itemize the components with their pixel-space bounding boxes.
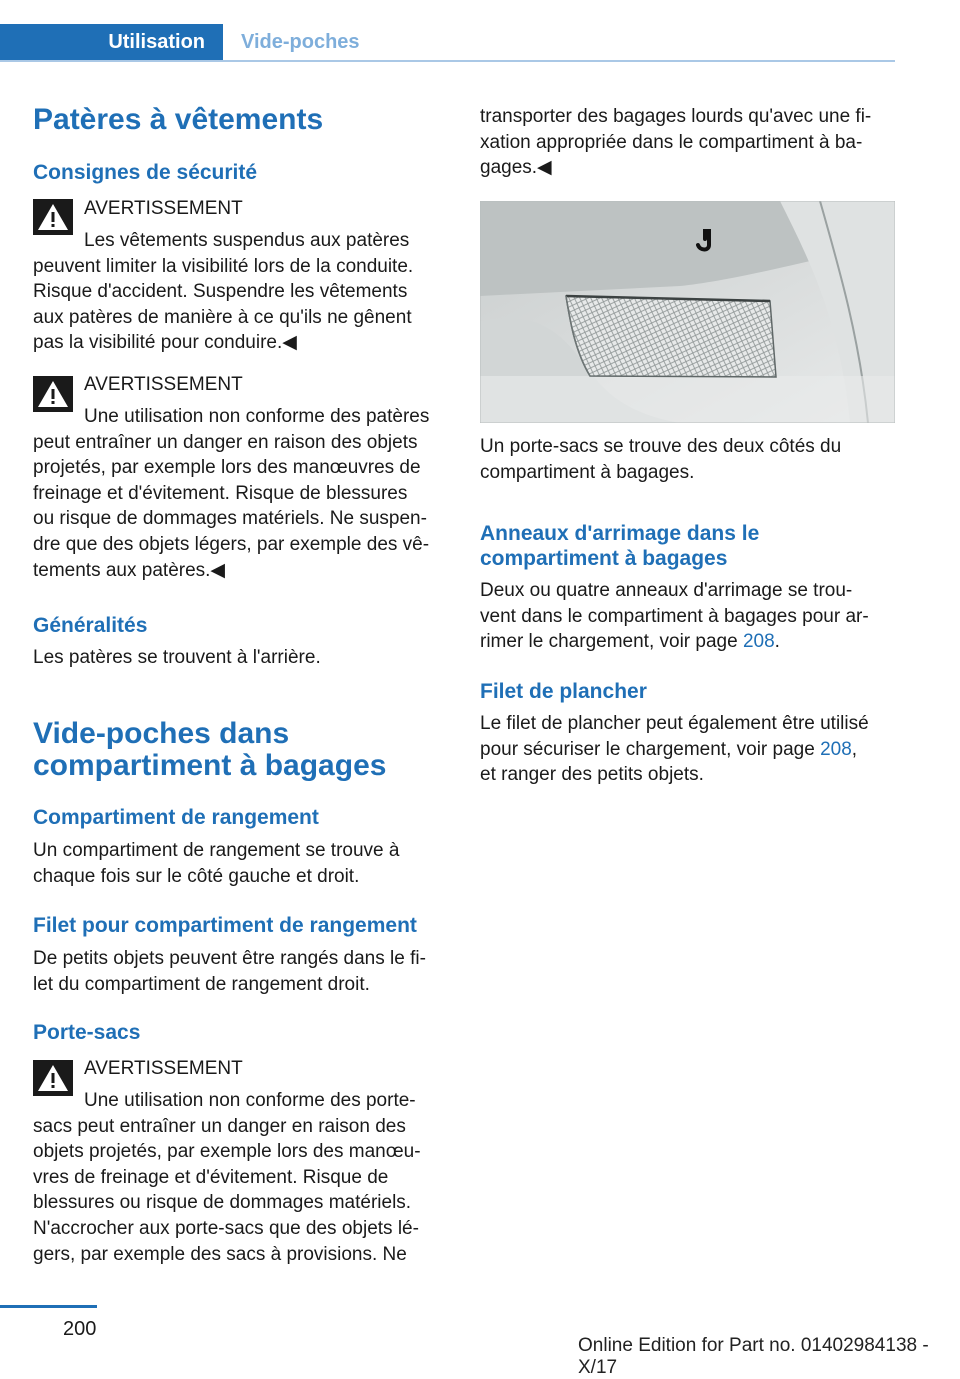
heading-compartiment-rangement: Compartiment de rangement: [33, 806, 319, 829]
page-link-208[interactable]: 208: [742, 631, 775, 653]
text-line: Le filet de plancher peut également être utilisé: [480, 713, 869, 734]
warning-3-text: [33, 1088, 449, 1267]
edition-info: Online Edition for Part no. 01402984138 - X/17: [578, 1335, 929, 1378]
text-line: chaque fois sur le côté gauche et droit.: [33, 865, 360, 887]
anchor-text: [480, 578, 896, 655]
heading-filet-plancher: Filet de plancher: [480, 680, 647, 703]
footer-accent-line: [0, 1305, 97, 1308]
text-line: [480, 629, 896, 655]
floor-net-text: [480, 711, 896, 788]
text-line: pas la visibilité pour conduire.◀: [33, 332, 297, 354]
warning-1-text: [33, 228, 449, 356]
text-line: [480, 737, 896, 763]
text-line: et ranger des petits objets.: [480, 764, 704, 786]
text-line: aux patères de manière à ce qu'ils ne gênent: [33, 306, 412, 328]
tab-utilisation-label: Utilisation: [108, 31, 205, 53]
text-line: Les vêtements suspendus aux patères: [84, 230, 410, 251]
section-title-pateres: Patères à vêtements: [33, 103, 324, 136]
text-line: objets projetés, par exemple lors des manœu‐: [33, 1141, 421, 1163]
tab-vide-poches-label: Vide-poches: [241, 31, 360, 53]
text-fragment: ,: [851, 738, 858, 760]
tab-utilisation[interactable]: [0, 24, 223, 61]
page-link-208[interactable]: 208: [820, 738, 852, 760]
heading-safety: Consignes de sécurité: [33, 161, 258, 184]
title-line: Vide-poches dans: [33, 717, 290, 750]
text-line: peuvent limiter la visibilité lors de la conduite.: [33, 255, 414, 277]
luggage-compartment-photo: [480, 201, 895, 423]
text-fragment: pour sécuriser le chargement, voir page: [480, 738, 821, 760]
text-line: Un compartiment de rangement se trouve à: [33, 840, 400, 861]
bag-hook-illustration: [480, 201, 895, 423]
text-line: vent dans le compartiment à bagages pour ar‐: [480, 605, 869, 627]
text-line: projetés, par exemple lors des manœuvres de: [33, 457, 421, 479]
warning-label: AVERTISSEMENT: [84, 1058, 243, 1079]
generalites-text: Les patères se trouvent à l'arrière.: [33, 647, 321, 668]
section-title-vide-poches: [33, 718, 386, 782]
text-line: compartiment à bagages.: [480, 461, 695, 483]
storage-text: [33, 838, 449, 889]
text-line: tements aux patères.◀: [33, 559, 226, 581]
text-line: Deux ou quatre anneaux d'arrimage se trou‐: [480, 580, 853, 601]
text-line: N'accrocher aux porte-sacs que des objets lé‐: [33, 1217, 419, 1239]
text-line: dre que des objets légers, par exemple des vê‐: [33, 533, 430, 555]
heading-porte-sacs: Porte-sacs: [33, 1021, 141, 1044]
tab-vide-poches[interactable]: [241, 24, 360, 61]
warning-label: AVERTISSEMENT: [84, 198, 243, 219]
page-header: [0, 0, 895, 62]
text-line: Un porte-sacs se trouve des deux côtés du: [480, 436, 842, 457]
heading-line: compartiment à bagages: [480, 547, 728, 570]
warning-label: AVERTISSEMENT: [84, 374, 243, 395]
heading-anneaux-arrimage: [480, 521, 759, 571]
text-line: let du compartiment de rangement droit.: [33, 973, 370, 995]
title-line: compartiment à bagages: [33, 749, 387, 782]
text-fragment: rimer le chargement, voir page: [480, 631, 743, 653]
photo-caption: [480, 434, 896, 485]
header-divider: [0, 60, 895, 62]
heading-filet-rangement: Filet pour compartiment de rangement: [33, 914, 417, 937]
text-line: gers, par exemple des sacs à provisions. Ne: [33, 1243, 407, 1265]
text-line: transporter des bagages lourds qu'avec une fi‐: [480, 106, 872, 127]
text-line: Une utilisation non conforme des patères: [84, 406, 430, 427]
continued-warning-text: [480, 104, 896, 181]
warning-2-text: [33, 404, 449, 583]
text-line: xation appropriée dans le compartiment à ba‐: [480, 131, 863, 153]
text-line: gages.◀: [480, 157, 552, 179]
text-line: ou risque de dommages matériels. Ne suspen‐: [33, 508, 427, 530]
net-text: [33, 946, 449, 997]
heading-generalites: Généralités: [33, 614, 148, 637]
text-line: peut entraîner un danger en raison des objets: [33, 431, 418, 453]
page-number: 200: [63, 1318, 97, 1340]
text-line: blessures ou risque de dommages matériels.: [33, 1192, 412, 1214]
text-line: freinage et d'évitement. Risque de blessures: [33, 482, 408, 504]
text-line: Une utilisation non conforme des porte-: [84, 1090, 416, 1111]
heading-line: Anneaux d'arrimage dans le: [480, 522, 760, 545]
text-line: sacs peut entraîner un danger en raison des: [33, 1115, 406, 1137]
text-line: vres de freinage et d'évitement. Risque de: [33, 1166, 389, 1188]
text-line: Risque d'accident. Suspendre les vêtements: [33, 281, 408, 303]
text-fragment: .: [774, 631, 780, 653]
text-line: De petits objets peuvent être rangés dans le fi‐: [33, 948, 426, 969]
